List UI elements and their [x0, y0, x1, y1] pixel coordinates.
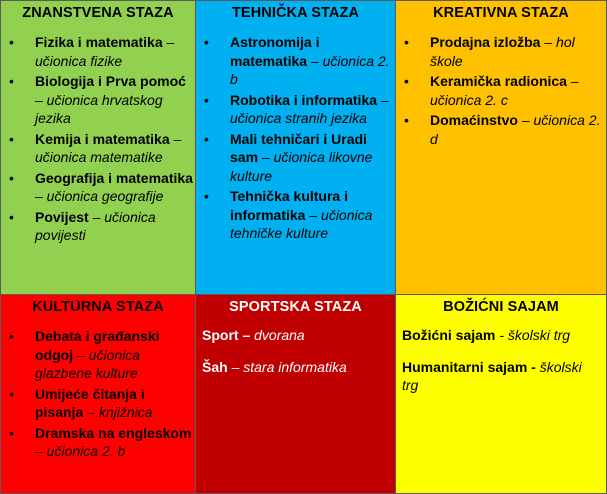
- bullet-icon: •: [9, 130, 14, 147]
- cell-title: BOŽIĆNI SAJAM: [443, 299, 559, 315]
- activity-name: Astronomija i matematika: [230, 34, 320, 69]
- bullet-icon: •: [204, 188, 209, 204]
- activity-lines: [196, 326, 395, 376]
- activity-lines: [396, 326, 606, 395]
- bullet-icon: •: [9, 424, 14, 441]
- list-item: [1, 72, 193, 128]
- activity-location: – učionica 2. c: [430, 73, 579, 108]
- bullet-icon: •: [9, 169, 14, 186]
- activity-name: Mali tehničari i Uradi sam: [230, 130, 367, 165]
- activity-location: – učionica likovne kulture: [230, 149, 373, 184]
- list-item: [396, 33, 604, 70]
- activity-list: [396, 33, 606, 148]
- bullet-icon: •: [204, 91, 209, 108]
- bullet-icon: •: [9, 385, 14, 402]
- activity-name: Keramička radionica: [430, 73, 567, 89]
- activity-location: – učionica hrvatskog jezika: [35, 91, 163, 126]
- activity-location: – učionica stranih jezika: [230, 91, 389, 126]
- list-item: [196, 33, 393, 89]
- activity-name: Prodajna izložba: [430, 34, 541, 50]
- activity-location: - školski trg: [499, 327, 571, 343]
- bullet-icon: •: [9, 34, 14, 50]
- list-item: [1, 169, 193, 206]
- activity-name: Umijeće čitanja i pisanja: [35, 385, 145, 420]
- activity-name: Domaćinstvo: [430, 112, 518, 128]
- activity-location: – hol škole: [430, 34, 575, 69]
- list-item: [196, 130, 393, 186]
- bullet-icon: •: [404, 73, 409, 89]
- bullet-icon: •: [9, 73, 14, 89]
- cell-title: KULTURNA STAZA: [32, 299, 164, 315]
- activity-line: [202, 358, 389, 377]
- activity-location: – knjižnica: [87, 404, 153, 420]
- activity-name: Debata i građanski odgoj: [35, 328, 160, 363]
- activity-name: Božićni sajam: [402, 327, 496, 343]
- activity-name: Tehnička kultura i informatika: [230, 188, 348, 223]
- cell-bozicni-sajam: [395, 294, 607, 494]
- list-item: [196, 91, 393, 128]
- activity-location: – učionica povijesti: [35, 208, 156, 243]
- cell-title: TEHNIČKA STAZA: [231, 5, 360, 21]
- activity-list: [1, 327, 195, 461]
- list-item: [396, 72, 604, 109]
- activity-location: – učionica 2. d: [430, 112, 601, 147]
- activity-list: [196, 33, 395, 243]
- activity-location: – učionica 2. b: [230, 52, 390, 87]
- bullet-icon: •: [204, 34, 209, 50]
- activity-location: – učionica fizike: [35, 34, 175, 69]
- list-item: [1, 208, 193, 245]
- list-item: [1, 424, 193, 461]
- activity-name: Robotika i informatika: [230, 91, 378, 108]
- activity-line: [202, 326, 389, 345]
- bullet-icon: •: [404, 34, 409, 50]
- cell-kreativna-staza: [395, 0, 607, 295]
- activity-name: Sport –: [202, 327, 251, 343]
- activity-location: dvorana: [254, 327, 305, 343]
- activity-name: Biologija i Prva pomoć: [35, 73, 186, 89]
- activity-name: Dramska na engleskom: [35, 424, 192, 441]
- activity-name: Geografija i matematika: [35, 169, 193, 186]
- activity-location: školski trg: [402, 358, 582, 393]
- activity-location: – učionica geografije: [35, 188, 164, 204]
- list-item: [1, 130, 193, 167]
- activity-location: – učionica glazbene kulture: [35, 346, 141, 381]
- bullet-icon: •: [204, 130, 209, 147]
- activity-name: Kemija i matematika: [35, 130, 170, 147]
- cell-title: KREATIVNA STAZA: [433, 5, 569, 21]
- bullet-icon: •: [9, 208, 14, 225]
- activity-list: [1, 33, 195, 245]
- activity-location: – učionica matematike: [35, 130, 182, 165]
- bullet-icon: •: [9, 328, 14, 344]
- activity-line: [402, 326, 600, 345]
- activity-name: Fizika i matematika: [35, 34, 163, 50]
- activity-name: Šah: [202, 358, 228, 375]
- activity-line: [402, 358, 600, 395]
- list-item: [196, 187, 393, 243]
- activity-name: Humanitarni sajam -: [402, 358, 536, 375]
- cell-kulturna-staza: [0, 294, 196, 494]
- cell-sportska-staza: [195, 294, 396, 494]
- cell-znanstvena-staza: [0, 0, 196, 295]
- cell-title: SPORTSKA STAZA: [229, 299, 362, 315]
- activity-location: – stara informatika: [231, 358, 347, 375]
- list-item: [396, 111, 604, 148]
- list-item: [1, 33, 193, 70]
- list-item: [1, 385, 193, 422]
- cell-title: ZNANSTVENA STAZA: [22, 5, 174, 21]
- activity-location: – učionica 2. b: [35, 443, 126, 459]
- list-item: [1, 327, 193, 383]
- activity-location: – učionica tehničke kulture: [230, 206, 373, 241]
- activity-name: Povijest: [35, 208, 89, 225]
- cell-tehnicka-staza: [195, 0, 396, 295]
- bullet-icon: •: [404, 112, 409, 128]
